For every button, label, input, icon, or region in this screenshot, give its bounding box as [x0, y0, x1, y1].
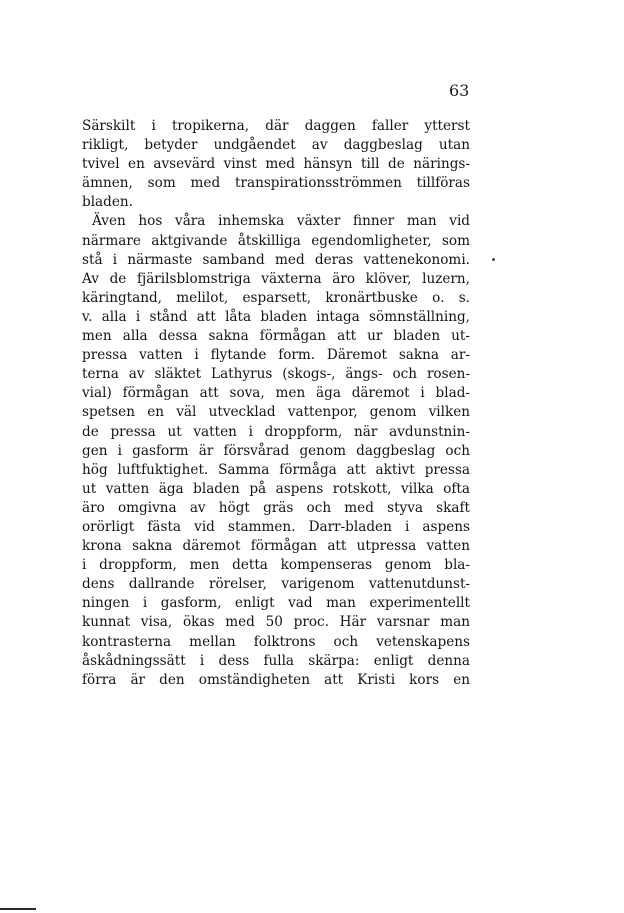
body-text: [82, 117, 470, 690]
text-line: orörligt fästa vid stammen. Darr-bladen i aspens: [82, 518, 470, 535]
page-number: 63: [449, 81, 470, 100]
text-line: hög luftfuktighet. Samma förmåga att aktivt pressa: [82, 461, 470, 478]
ink-speck: [492, 258, 495, 261]
text-line: pressa vatten i flytande form. Däremot sakna ar-: [82, 347, 470, 364]
text-line: bladen.: [82, 194, 133, 211]
text-line: terna av släktet Lathyrus (skogs-, ängs- och rosen-: [82, 366, 470, 383]
text-line: ningen i gasform, enligt vad man experimentellt: [82, 595, 470, 612]
text-line: förra är den omständigheten att Kristi kors en: [82, 671, 470, 688]
text-line: käringtand, melilot, esparsett, kronärtbuske o. s.: [82, 289, 470, 306]
text-line: vial) förmågan att sova, men äga däremot i blad-: [82, 385, 470, 402]
text-line: men alla dessa sakna förmågan att ur bladen ut-: [82, 328, 470, 345]
text-line: kontrasterna mellan folktrons och vetenskapens: [82, 633, 470, 650]
text-line: i droppform, men detta kompenseras genom bla-: [82, 557, 470, 574]
text-line: Av de fjärilsblomstriga växterna äro klöver, luzern,: [82, 270, 470, 287]
text-line: krona sakna däremot förmågan att utpressa vatten: [82, 538, 470, 555]
scan-edge-mark: [0, 908, 36, 910]
text-line: Särskilt i tropikerna, där daggen faller ytterst: [82, 118, 470, 134]
text-line: kunnat visa, ökas med 50 proc. Här varsnar man: [82, 614, 470, 631]
text-line: ut vatten äga bladen på aspens rotskott, vilka ofta: [82, 480, 470, 497]
text-line: tvivel en avsevärd vinst med hänsyn till de närings-: [82, 156, 470, 173]
text-line: ämnen, som med transpirationsströmmen tillföras: [82, 175, 470, 192]
text-line: gen i gasform är försvårad genom daggbeslag och: [82, 442, 470, 459]
text-line: de pressa ut vatten i droppform, när avdunstnin-: [82, 423, 470, 440]
text-line: dens dallrande rörelser, varigenom vattenutdunst-: [82, 576, 470, 593]
text-line: Även hos våra inhemska växter finner man vid: [92, 213, 470, 230]
text-line: närmare aktgivande åtskilliga egendomligheter, som: [82, 232, 470, 249]
text-line: rikligt, betyder undgåendet av daggbeslag utan: [82, 137, 470, 154]
text-line: stå i närmaste samband med deras vattenekonomi.: [82, 251, 470, 268]
text-line: spetsen en väl utvecklad vattenpor, genom vilken: [82, 404, 470, 421]
text-line: v. alla i stånd att låta bladen intaga sömnställning,: [82, 308, 470, 325]
text-line: äro omgivna av högt gräs och med styva skaft: [82, 499, 470, 516]
text-line: åskådningssätt i dess fulla skärpa: enligt denna: [82, 652, 470, 669]
